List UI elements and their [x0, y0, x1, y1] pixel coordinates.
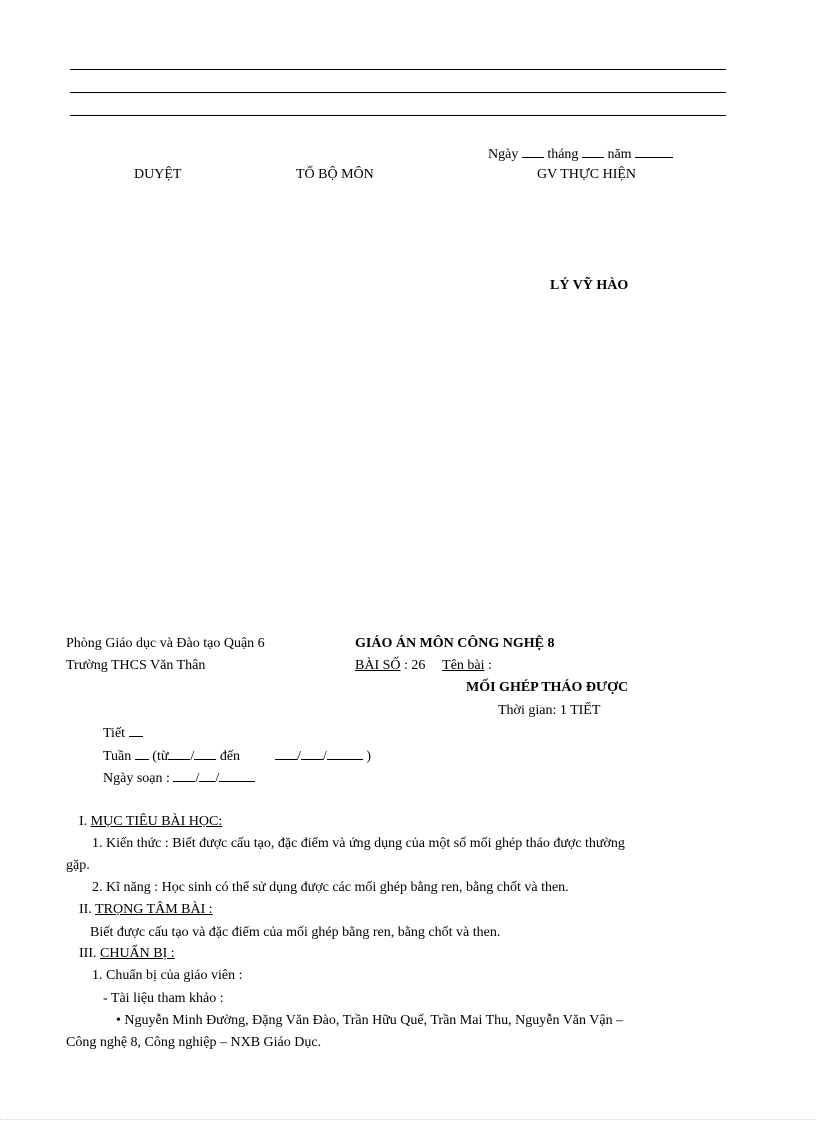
section-3-bullet — [116, 1013, 623, 1029]
sign-duyet: DUYỆT — [134, 167, 182, 182]
header-rule-2 — [70, 92, 726, 93]
tu-label: (từ — [152, 749, 169, 764]
header-rule-3 — [70, 115, 726, 116]
ten-bai-label: Tên bài — [442, 658, 485, 673]
section-3-heading: III. CHUẨN BỊ : — [79, 946, 175, 961]
month-blank — [582, 145, 604, 158]
tiet-label: Tiết — [103, 726, 126, 741]
day-blank — [522, 145, 544, 158]
year-blank — [635, 145, 673, 158]
page-bottom-divider — [0, 1119, 816, 1120]
date-ngay-label: Ngày — [488, 147, 519, 162]
section-3-sub-1: - Tài liệu tham khảo : — [103, 991, 224, 1006]
section-2-title: TRỌNG TÂM BÀI : — [95, 902, 213, 917]
section-1-item-1-cont: gặp. — [66, 858, 90, 873]
bai-so-line — [355, 658, 492, 674]
section-3-bullet-text: Nguyễn Minh Đường, Đặng Văn Đào, Trần Hữu Quế, Trần Mai Thu, Nguyễn Văn Vận – — [124, 1013, 624, 1028]
school-dept: Phòng Giáo dục và Đào tạo Quận 6 — [66, 636, 265, 651]
sign-to-bo-mon: TỔ BỘ MÔN — [296, 167, 374, 182]
section-2-text: Biết được cấu tạo và đặc điểm của mối ghép bằng ren, bằng chốt và then. — [90, 925, 501, 940]
sign-gv-thuc-hien: GV THỰC HIỆN — [537, 167, 637, 182]
ngay-soan-label: Ngày soạn : — [103, 771, 170, 786]
ten-bai-colon: : — [488, 658, 492, 673]
section-3-title: CHUẨN BỊ : — [100, 946, 175, 961]
lesson-name: MỐI GHÉP THÁO ĐƯỢC — [466, 680, 629, 695]
section-1-item-1: 1. Kiến thức : Biết được cấu tạo, đặc điểm và ứng dụng của một số mối ghép tháo được thường — [92, 836, 625, 851]
date-nam-label: năm — [607, 147, 632, 162]
tuan-label: Tuần — [103, 749, 132, 764]
tuan-blank — [135, 747, 149, 760]
tiet-blank — [129, 724, 143, 737]
lesson-title: GIÁO ÁN MÔN CÔNG NGHỆ 8 — [355, 636, 555, 651]
section-2-heading: II. TRỌNG TÂM BÀI : — [79, 902, 213, 917]
ngay-soan-line: Ngày soạn : / / — [103, 769, 255, 787]
bai-so-value: : 26 — [404, 658, 426, 673]
tuan-line: Tuần (từ / đến / / ) — [103, 749, 371, 764]
lesson-duration: Thời gian: 1 TIẾT — [498, 703, 601, 718]
section-3-bullet-cont: Công nghệ 8, Công nghiệp – NXB Giáo Dục. — [66, 1035, 322, 1050]
header-rule-1 — [70, 69, 726, 70]
school-name: Trường THCS Văn Thân — [66, 658, 206, 673]
section-3-item-1: 1. Chuẩn bị của giáo viên : — [92, 968, 243, 983]
date-line — [488, 145, 673, 163]
bai-so-label: BÀI SỐ — [355, 658, 401, 673]
section-1-item-2: 2. Kĩ năng : Học sinh có thể sử dụng được các mối ghép bằng ren, bằng chốt và then. — [92, 880, 569, 895]
teacher-name: LÝ VỸ HÀO — [550, 278, 629, 293]
tiet-line — [103, 724, 143, 742]
bullet-icon: • — [116, 1013, 121, 1028]
section-1-heading: I. MỤC TIÊU BÀI HỌC: — [79, 814, 223, 829]
den-label: đến — [219, 749, 241, 764]
date-thang-label: tháng — [547, 147, 579, 162]
section-1-title: MỤC TIÊU BÀI HỌC: — [90, 814, 223, 829]
